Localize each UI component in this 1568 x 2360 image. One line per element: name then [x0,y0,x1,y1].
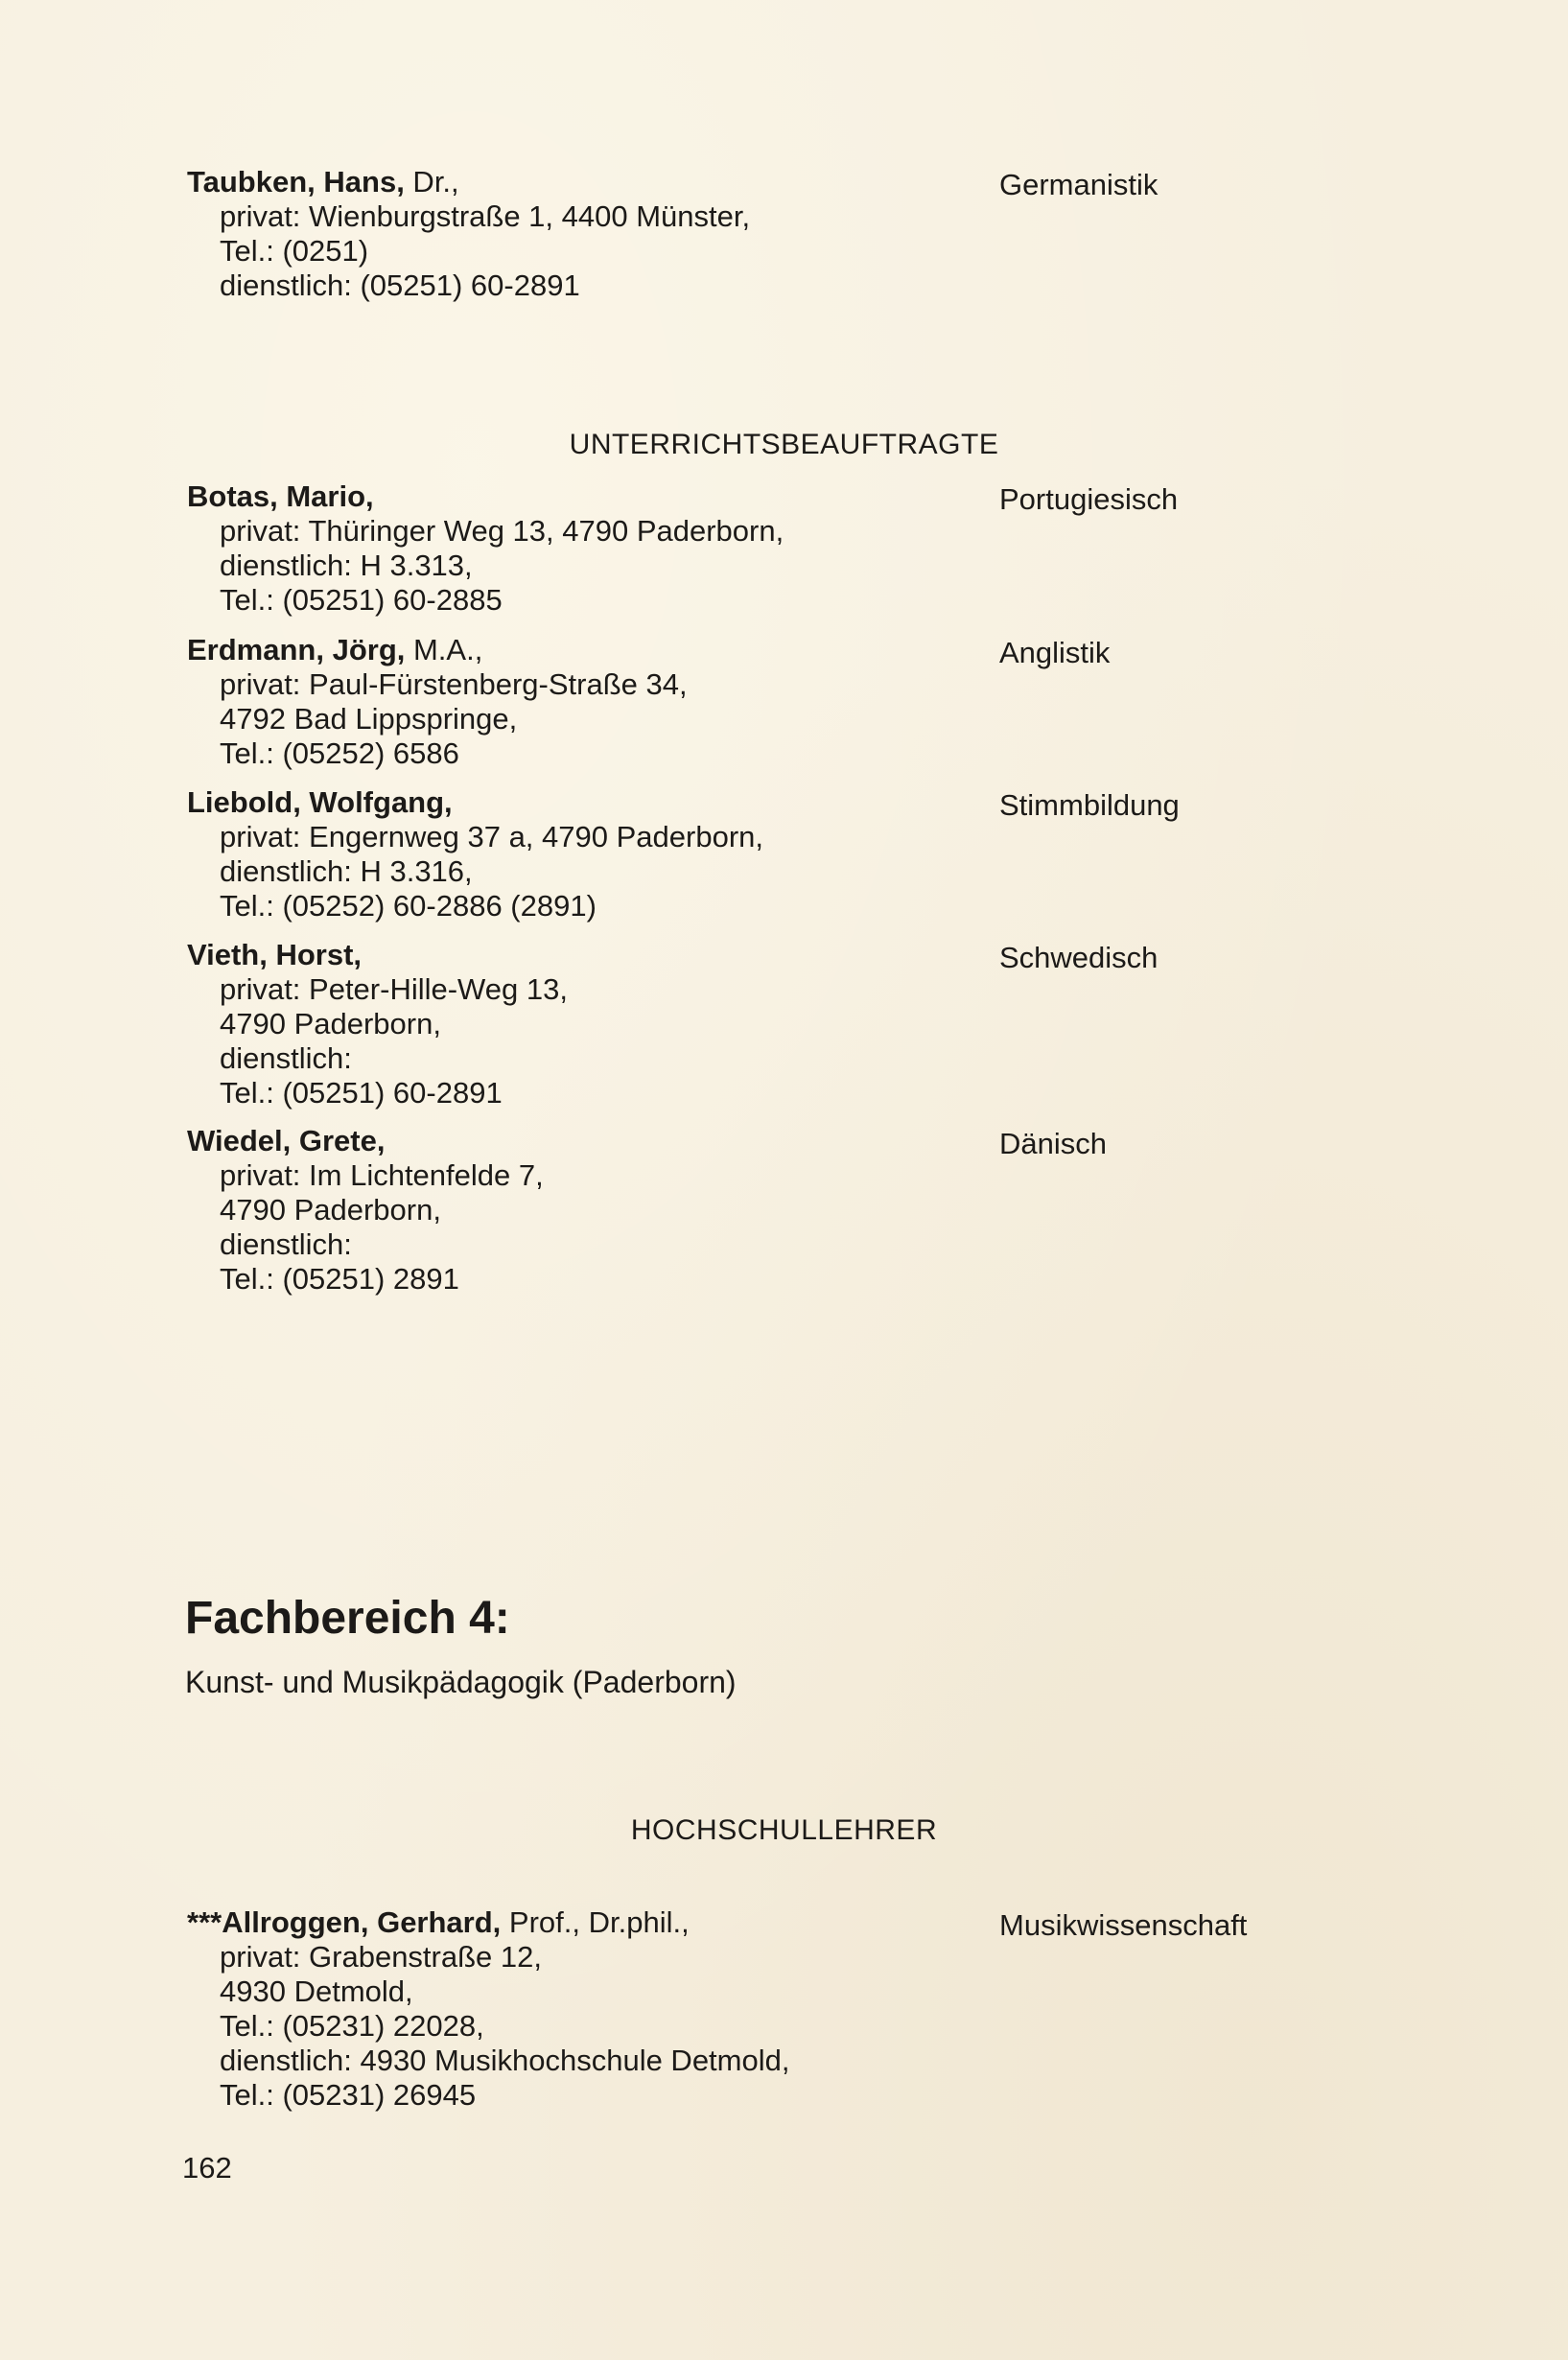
person-name: Vieth, Horst, [187,938,363,971]
office-line: dienstlich: [220,1227,352,1261]
person-name-line [187,938,954,972]
subject-label: Portugiesisch [999,482,1179,516]
person-name-line [187,1905,954,1940]
phone-line: Tel.: (0251) [220,234,369,268]
person-name: Taubken, Hans, [187,165,405,199]
person-title: Dr., [404,165,459,199]
subject-label: Anglistik [999,636,1111,669]
person-name-line [187,1124,954,1158]
person-name: Liebold, Wolfgang, [187,785,453,819]
person-entry-erdmann [187,633,954,771]
person-name-line [187,479,954,514]
office-line: dienstlich: (05251) 60-2891 [220,269,580,302]
person-entry-taubken [187,165,954,303]
person-name: Wiedel, Grete, [187,1124,386,1157]
office-line: dienstlich: 4930 Musikhochschule Detmold, [220,2044,790,2077]
office-line: dienstlich: [220,1041,352,1075]
subject-label: Schwedisch [999,941,1158,974]
person-name: Erdmann, Jörg, [187,633,406,666]
city-line: 4790 Paderborn, [220,1007,441,1040]
person-name-line [187,785,954,820]
subject-label: Germanistik [999,168,1158,201]
address-line: privat: Im Lichtenfelde 7, [220,1158,544,1192]
person-entry-botas [187,479,954,618]
city-line: 4790 Paderborn, [220,1193,441,1227]
phone-line: Tel.: (05251) 60-2885 [220,583,503,617]
person-name-line [187,633,954,667]
address-line: privat: Grabenstraße 12, [220,1940,542,1974]
person-title: Prof., Dr.phil., [501,1905,690,1939]
address-line: privat: Wienburgstraße 1, 4400 Münster, [220,199,751,233]
person-name-line [187,165,954,199]
city-line: 4792 Bad Lippspringe, [220,702,518,736]
subject-label: Dänisch [999,1127,1107,1160]
phone-line: Tel.: (05231) 26945 [220,2078,477,2112]
page-number: 162 [182,2151,232,2185]
person-title: M.A., [405,633,483,666]
fachbereich-subtitle: Kunst- und Musikpädagogik (Paderborn) [185,1665,737,1699]
city-line: 4930 Detmold, [220,1974,413,2008]
address-line: privat: Engernweg 37 a, 4790 Paderborn, [220,820,763,853]
section-heading-hochschullehrer: HOCHSCHULLEHRER [630,1814,938,1846]
person-name: Botas, Mario, [187,479,374,513]
person-entry-vieth [187,938,954,1110]
address-line: privat: Paul-Fürstenberg-Straße 34, [220,667,688,701]
address-line: privat: Peter-Hille-Weg 13, [220,972,568,1006]
person-entry-allroggen [187,1905,954,2113]
phone-line: Tel.: (05231) 22028, [220,2009,484,2043]
phone-line: Tel.: (05251) 60-2891 [220,1076,503,1110]
person-entry-liebold [187,785,954,923]
phone-line: Tel.: (05251) 2891 [220,1262,459,1296]
person-entry-wiedel [187,1124,954,1297]
subject-label: Stimmbildung [999,788,1180,822]
office-line: dienstlich: H 3.316, [220,854,473,888]
phone-line: Tel.: (05252) 6586 [220,736,459,770]
fachbereich-title: Fachbereich 4: [185,1593,510,1644]
office-line: dienstlich: H 3.313, [220,549,473,582]
phone-line: Tel.: (05252) 60-2886 (2891) [220,889,597,923]
section-heading-unterrichtsbeauftragte: UNTERRICHTSBEAUFTRAGTE [569,429,999,460]
subject-label: Musikwissenschaft [999,1908,1248,1942]
person-name: ***Allroggen, Gerhard, [187,1905,502,1939]
address-line: privat: Thüringer Weg 13, 4790 Paderborn, [220,514,784,548]
